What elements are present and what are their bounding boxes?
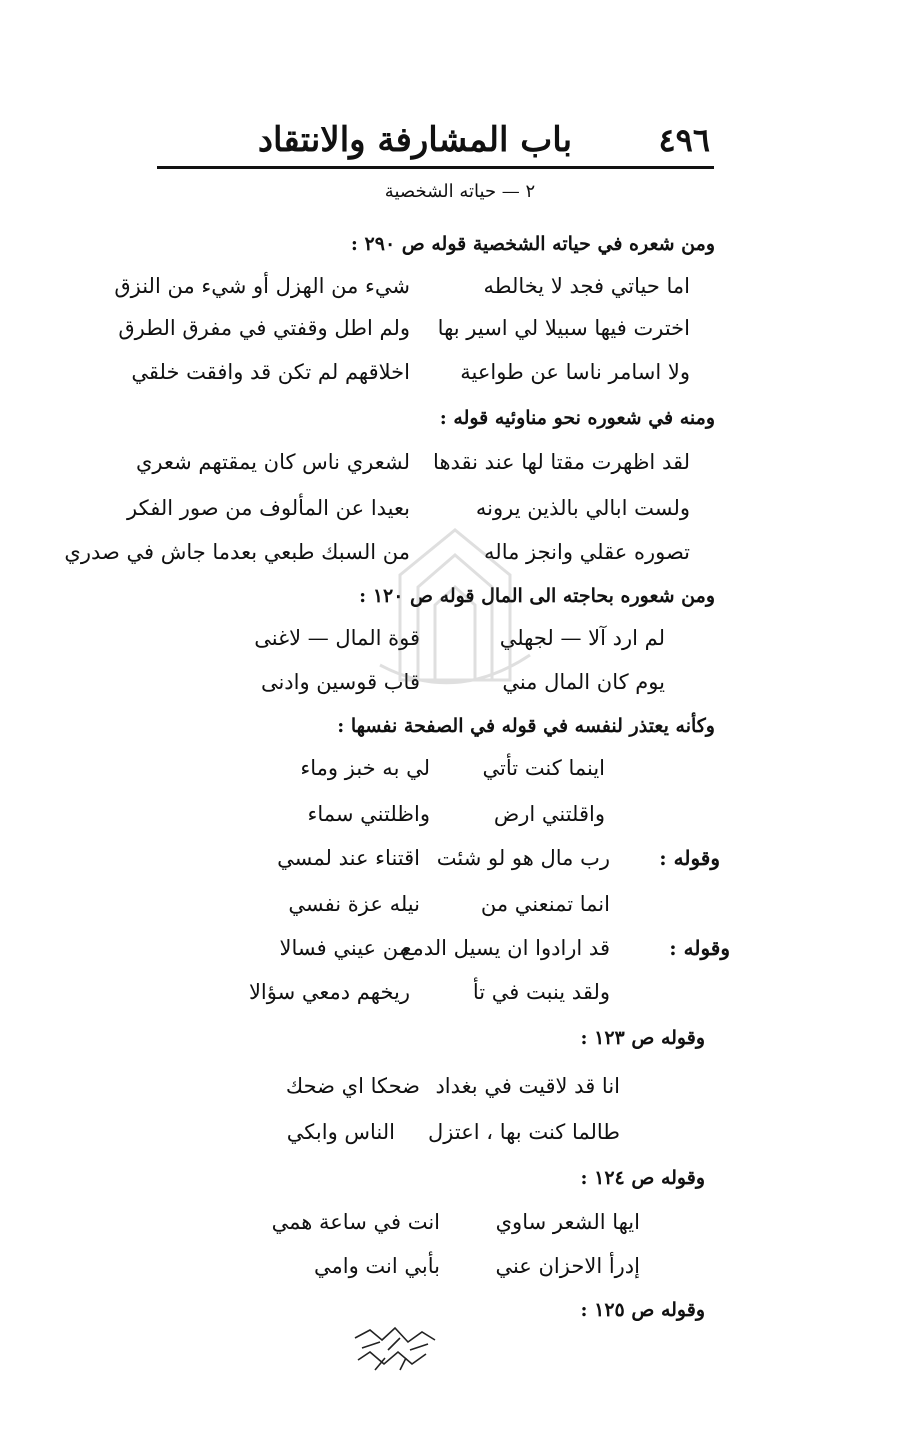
verse-label: وقوله :	[669, 936, 730, 960]
verse-first-hemistich: ولقد ينبت في تأ	[472, 980, 610, 1004]
verse-second-hemistich: بعيدا عن المألوف من صور الفكر	[127, 496, 410, 520]
intro-line: ومنه في شعوره نحو مناوئيه قوله :	[439, 407, 715, 429]
verse-second-hemistich: اقتناء عند لمسي	[277, 846, 420, 870]
verse-first-hemistich: انما تمنعني من	[480, 892, 610, 916]
verse-second-hemistich: اخلاقهم لم تكن قد وافقت خلقي	[131, 360, 410, 384]
verse-second-hemistich: ولم اطل وقفتي في مفرق الطرق	[118, 316, 410, 340]
library-stamp-watermark	[360, 505, 550, 695]
verse-second-hemistich: انت في ساعة همي	[271, 1210, 440, 1234]
verse-second-hemistich: بأبي انت وامي	[314, 1254, 440, 1278]
verse-first-hemistich: ولا اسامر ناسا عن طواعية	[460, 360, 690, 384]
section-heading: ٢ — حياته الشخصية	[384, 181, 536, 202]
verse-first-hemistich: ولست ابالي بالذين يرونه	[475, 496, 690, 520]
intro-line: ومن شعوره بحاجته الى المال قوله ص ١٢٠ :	[359, 585, 715, 607]
verse-second-hemistich: لي به خبز وماء	[300, 756, 430, 780]
page-number: ٤٩٦	[658, 121, 710, 159]
verse-second-hemistich: شيء من الهزل أو شيء من النزق	[114, 274, 410, 298]
verse-first-hemistich: واقلتني ارض	[493, 802, 605, 826]
verse-second-hemistich: واظلتني سماء	[307, 802, 430, 826]
verse-first-hemistich: رب مال هو لو شئت	[436, 846, 610, 870]
verse-first-hemistich: لقد اظهرت مقتا لها عند نقدها	[433, 450, 690, 474]
verse-first-hemistich: قد ارادوا ان يسيل الدمع	[401, 936, 610, 960]
verse-first-hemistich: يوم كان المال مني	[502, 670, 665, 694]
verse-second-hemistich: لشعري ناس كان يمقتهم شعري	[135, 450, 410, 474]
printer-ornament	[340, 1320, 450, 1375]
verse-second-hemistich: قوة المال — لاغنى	[254, 626, 420, 650]
verse-first-hemistich: ايها الشعر ساوي	[495, 1210, 640, 1234]
verse-second-hemistich: الناس وابكي	[286, 1120, 395, 1144]
verse-first-hemistich: إدرأ الاحزان عني	[495, 1254, 640, 1278]
intro-line: ومن شعره في حياته الشخصية قوله ص ٢٩٠ :	[350, 233, 715, 255]
verse-second-hemistich: من السبك طبعي بعدما جاش في صدري	[64, 540, 410, 564]
verse-second-hemistich: ريخهم دمعي سؤالا	[248, 980, 410, 1004]
intro-line: وقوله ص ١٢٤ :	[580, 1167, 705, 1189]
running-header-title: باب المشارفة والانتقاد	[257, 120, 573, 160]
intro-line: وقوله ص ١٢٣ :	[580, 1027, 705, 1049]
verse-first-hemistich: انا قد لاقيت في بغداد	[435, 1074, 620, 1098]
verse-first-hemistich: طالما كنت بها ، اعتزل	[428, 1120, 620, 1144]
verse-first-hemistich: اينما كنت تأتي	[482, 756, 605, 780]
verse-second-hemistich: قاب قوسين وادنى	[260, 670, 420, 694]
verse-first-hemistich: تصوره عقلي وانجز ماله	[484, 540, 690, 564]
verse-second-hemistich: ضحكا اي ضحك	[285, 1074, 420, 1098]
verse-label: وقوله :	[659, 846, 720, 870]
verse-second-hemistich: نيله عزة نفسي	[288, 892, 420, 916]
verse-first-hemistich: اما حياتي فجد لا يخالطه	[483, 274, 690, 298]
verse-first-hemistich: اخترت فيها سبيلا لي اسير بها	[437, 316, 690, 340]
verse-first-hemistich: لم ارد آلا — لجهلي	[499, 626, 665, 650]
header-rule	[157, 166, 714, 169]
intro-line: وقوله ص ١٢٥ :	[580, 1299, 705, 1321]
intro-line: وكأنه يعتذر لنفسه في قوله في الصفحة نفسها :	[337, 715, 715, 737]
verse-second-hemistich: من عيني فسالا	[279, 936, 410, 960]
